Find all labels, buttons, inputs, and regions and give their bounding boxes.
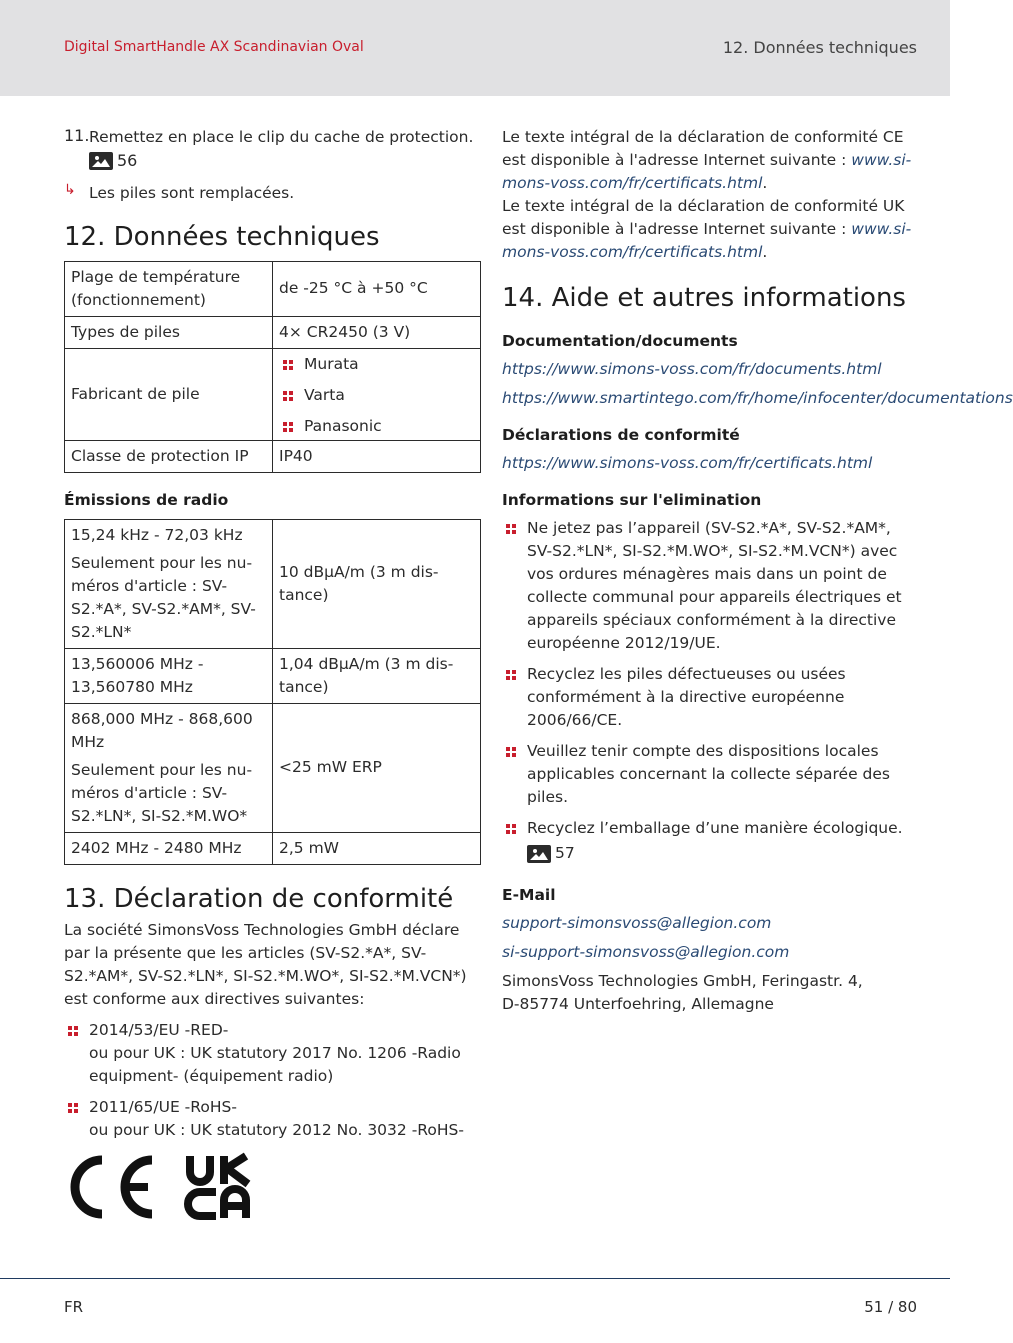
bullet-icon	[506, 747, 517, 758]
page-number: 51 / 80	[864, 1298, 917, 1316]
tech-heading: 12. Données techniques	[64, 221, 380, 252]
table-cell-value: 2,5 mW	[273, 832, 481, 864]
table-cell-label	[65, 703, 273, 832]
document-title: Digital SmartHandle AX Scandinavian Oval	[64, 39, 364, 55]
result-arrow-icon: ↳	[64, 181, 76, 198]
step-text: Remettez en place le clip du cache de protection.	[89, 128, 474, 146]
page-header	[0, 0, 950, 96]
list-item: Murata	[279, 353, 474, 376]
smartintego-link[interactable]: https://www.smartintego.com/fr/home/infocenter/documentations	[502, 389, 1013, 407]
directive-list	[64, 1019, 481, 1142]
list-item: Veuillez tenir compte des dispositions locales applicables concernant la collecte séparée des piles.	[502, 740, 918, 809]
table-row	[65, 703, 481, 832]
uk-declaration-text: Le texte intégral de la déclaration de conformité UK est disponible à l'adresse Internet suivante : www.simons-voss.com/fr/certificats.html.	[502, 197, 912, 261]
frequency-note: Seulement pour les numéros d'article : SV-S2.*A*, SV-S2.*AM*, SV-S2.*LN*	[71, 553, 256, 641]
table-cell-label: Classe de protection IP	[65, 440, 273, 472]
left-column	[64, 126, 481, 1220]
table-cell-label	[65, 519, 273, 648]
conformity-heading: 13. Déclaration de conformité	[64, 883, 454, 914]
table-cell-value: <25 mW ERP	[273, 703, 481, 832]
frequency-range: 868,000 MHz - 868,600 MHz	[71, 709, 253, 751]
table-row	[65, 440, 481, 472]
table-row	[65, 648, 481, 703]
footer-divider	[0, 1278, 950, 1279]
help-heading: 14. Aide et autres informations	[502, 283, 906, 313]
ce-declaration-text: Le texte intégral de la déclaration de conformité CE est disponible à l'adresse Internet suivante : www.simons-voss.com/fr/certificats.html.	[502, 128, 912, 192]
bullet-icon	[506, 524, 517, 535]
certificates-link[interactable]: https://www.simons-voss.com/fr/certificats.html	[502, 454, 873, 472]
email-heading: E-Mail	[502, 885, 556, 904]
step-number: 11.	[64, 126, 90, 145]
table-cell-label: Fabricant de pile	[65, 348, 273, 440]
table-cell-label: 2402 MHz - 2480 MHz	[65, 832, 273, 864]
step-result	[64, 182, 481, 205]
ce-certificate-link[interactable]: www.simons-voss.com/fr/certificats.html	[502, 151, 912, 192]
list-item: 2011/65/UE -RoHS- ou pour UK : UK statutory 2012 No. 3032 -RoHS-	[64, 1096, 481, 1142]
table-cell-value: de -25 °C à +50 °C	[273, 261, 481, 316]
table-cell-label: Types de piles	[65, 316, 273, 348]
list-item: Panasonic	[279, 415, 474, 438]
table-row	[65, 316, 481, 348]
table-cell-value: 4× CR2450 (3 V)	[273, 316, 481, 348]
image-reference[interactable]	[89, 151, 137, 170]
bullet-icon	[506, 824, 517, 835]
footer-language: FR	[64, 1298, 84, 1316]
bullet-icon	[506, 670, 517, 681]
si-support-email-link[interactable]: si-support-simonsvoss@allegion.com	[502, 942, 790, 961]
bullet-icon	[283, 360, 294, 371]
image-ref-number: 57	[555, 844, 575, 862]
radio-table	[64, 519, 481, 865]
table-cell-value: 1,04 dBµA/m (3 m distance)	[273, 648, 481, 703]
table-cell-value: IP40	[273, 440, 481, 472]
bullet-icon	[68, 1103, 79, 1114]
declarations-heading: Déclarations de conformité	[502, 426, 740, 444]
conformity-intro: La société SimonsVoss Technologies GmbH déclare par la présente que les articles (SV-S2.*A*, SV-S2.*AM*, SV-S2.*LN*, SI-S2.*M.WO*, SI-S2.*M.VCN*) est conforme aux directives suivantes:	[64, 920, 467, 1008]
ce-mark-icon	[64, 1154, 156, 1220]
docs-heading: Documentation/documents	[502, 332, 738, 350]
table-cell-value: 10 dBµA/m (3 m distance)	[273, 519, 481, 648]
bullet-icon	[68, 1026, 79, 1037]
image-reference[interactable]	[527, 842, 575, 865]
radio-heading: Émissions de radio	[64, 490, 229, 509]
section-title: 12. Données techniques	[722, 38, 917, 57]
table-cell-value	[273, 348, 481, 440]
table-row	[65, 261, 481, 316]
uk-certificate-link[interactable]: www.simons-voss.com/fr/certificats.html	[502, 220, 912, 261]
frequency-note: Seulement pour les numéros d'article : SV-S2.*LN*, SI-S2.*M.WO*	[71, 760, 253, 825]
list-item: 2014/53/EU -RED- ou pour UK : UK statutory 2017 No. 1206 -Radio equipment- (équipement radio)	[64, 1019, 481, 1088]
list-item: Varta	[279, 384, 474, 407]
image-icon	[527, 845, 551, 863]
disposal-list	[502, 517, 918, 870]
tech-table	[64, 261, 481, 473]
table-row	[65, 348, 481, 440]
support-email-link[interactable]: support-simonsvoss@allegion.com	[502, 913, 772, 932]
image-ref-number: 56	[117, 151, 138, 170]
frequency-range: 15,24 kHz - 72,03 kHz	[71, 525, 243, 544]
bullet-icon	[283, 422, 294, 433]
result-text: Les piles sont remplacées.	[89, 183, 295, 202]
documents-link[interactable]: https://www.simons-voss.com/fr/documents.html	[502, 360, 882, 378]
list-item: Ne jetez pas l’appareil (SV-S2.*A*, SV-S2.*AM*, SV-S2.*LN*, SI-S2.*M.WO*, SI-S2.*M.VCN*) avec vos ordures ménagères mais dans un point de collecte communal pour appareils électriques et appareils spéciaux conformément à la directive européenne 2012/19/UE.	[502, 517, 918, 655]
right-column	[502, 126, 1013, 1016]
battery-maker-list	[279, 353, 474, 438]
table-row	[65, 519, 481, 648]
list-item: Recyclez les piles défectueuses ou usées conformément à la directive européenne 2006/66/CE.	[502, 663, 918, 732]
list-item: Recyclez l’emballage d’une manière écologique. 57	[502, 817, 918, 870]
image-icon	[89, 152, 113, 170]
company-address: SimonsVoss Technologies GmbH, Feringastr. 4, D-85774 Unterfoehring, Allemagne	[502, 971, 863, 1013]
table-cell-label: Plage de température (fonctionnement)	[65, 261, 273, 316]
disposal-heading: Informations sur l'elimination	[502, 491, 762, 509]
ukca-mark-icon	[186, 1154, 254, 1220]
certification-marks	[64, 1154, 481, 1220]
bullet-icon	[283, 391, 294, 402]
table-cell-label: 13,560006 MHz - 13,560780 MHz	[65, 648, 273, 703]
table-row	[65, 832, 481, 864]
step-11	[64, 126, 481, 174]
